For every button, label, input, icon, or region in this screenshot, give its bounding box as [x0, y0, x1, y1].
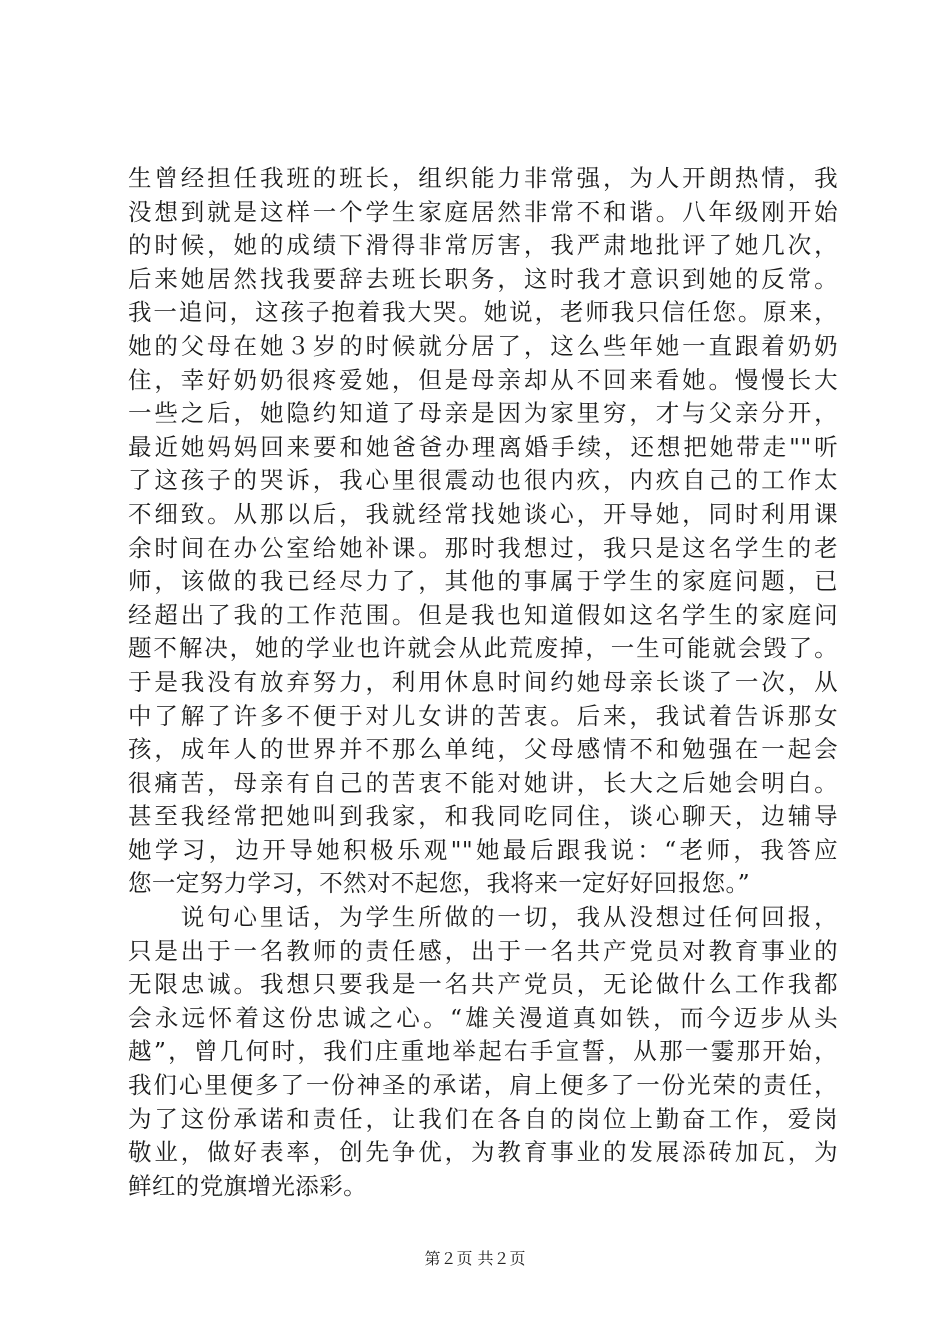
text-line: 鲜红的党旗增光添彩。	[128, 1171, 367, 1200]
text-line: 一些之后，她隐约知道了母亲是因为家里穷，才与父亲分开，	[128, 399, 838, 428]
page-number: 第２页 共２页	[424, 1249, 526, 1268]
text-line: 只是出于一名教师的责任感，出于一名共产党员对教育事业的	[128, 936, 838, 965]
text-line: 于是我没有放弃努力，利用休息时间约她母亲长谈了一次，从	[128, 667, 838, 696]
text-line: 住，幸好奶奶很疼爱她，但是母亲却从不回来看她。慢慢长大	[128, 365, 838, 394]
text-line: 敬业，做好表率，创先争优，为教育事业的发展添砖加瓦，为	[128, 1138, 838, 1167]
text-line: 越”，曾几何时，我们庄重地举起右手宣誓，从那一霎那开始，	[128, 1037, 838, 1066]
text-line: 说句心里话，为学生所做的一切，我从没想过任何回报，	[128, 903, 838, 932]
text-line: 了这孩子的哭诉，我心里很震动也很内疚，内疚自己的工作太	[128, 466, 838, 495]
text-line: 孩，成年人的世界并不那么单纯，父母感情不和勉强在一起会	[128, 735, 838, 764]
text-line: 后来她居然找我要辞去班长职务，这时我才意识到她的反常。	[128, 264, 838, 293]
text-line: 不细致。从那以后，我就经常找她谈心，开导她，同时利用课	[128, 499, 838, 528]
text-line: 生曾经担任我班的班长，组织能力非常强，为人开朗热情，我	[128, 164, 838, 192]
text-line: 甚至我经常把她叫到我家，和我同吃同住，谈心聊天，边辅导	[128, 802, 838, 831]
page-footer	[0, 1246, 950, 1269]
text-line: 的时候，她的成绩下滑得非常厉害，我严肃地批评了她几次，	[128, 231, 838, 260]
text-line: 师，该做的我已经尽力了，其他的事属于学生的家庭问题，已	[128, 567, 838, 596]
body-text	[128, 162, 838, 1203]
text-line: 经超出了我的工作范围。但是我也知道假如这名学生的家庭问	[128, 600, 838, 629]
text-line: 她的父母在她３岁的时候就分居了，这么些年她一直跟着奶奶	[128, 331, 838, 360]
text-line: 余时间在办公室给她补课。那时我想过，我只是这名学生的老	[128, 533, 838, 562]
text-line: 没想到就是这样一个学生家庭居然非常不和谐。八年级刚开始	[128, 197, 838, 226]
text-line: 最近她妈妈回来要和她爸爸办理离婚手续，还想把她带走""听	[128, 432, 838, 461]
text-line: 很痛苦，母亲有自己的苦衷不能对她讲，长大之后她会明白。	[128, 768, 838, 797]
text-line: 我一追问，这孩子抱着我大哭。她说，老师我只信任您。原来，	[128, 298, 838, 327]
text-line: 为了这份承诺和责任，让我们在各自的岗位上勤奋工作，爱岗	[128, 1104, 838, 1133]
text-line: 会永远怀着这份忠诚之心。“雄关漫道真如铁，而今迈步从头	[128, 1003, 838, 1032]
text-line: 我们心里便多了一份神圣的承诺，肩上便多了一份光荣的责任，	[128, 1071, 838, 1100]
text-line: 无限忠诚。我想只要我是一名共产党员，无论做什么工作我都	[128, 970, 838, 999]
text-line: 她学习，边开导她积极乐观""她最后跟我说：“老师，我答应	[128, 835, 838, 864]
text-line: 您一定努力学习，不然对不起您，我将来一定好好回报您。”	[128, 869, 751, 898]
text-line: 中了解了许多不便于对儿女讲的苦衷。后来，我试着告诉那女	[128, 701, 838, 730]
text-line: 题不解决，她的学业也许就会从此荒废掉，一生可能就会毁了。	[128, 634, 838, 663]
